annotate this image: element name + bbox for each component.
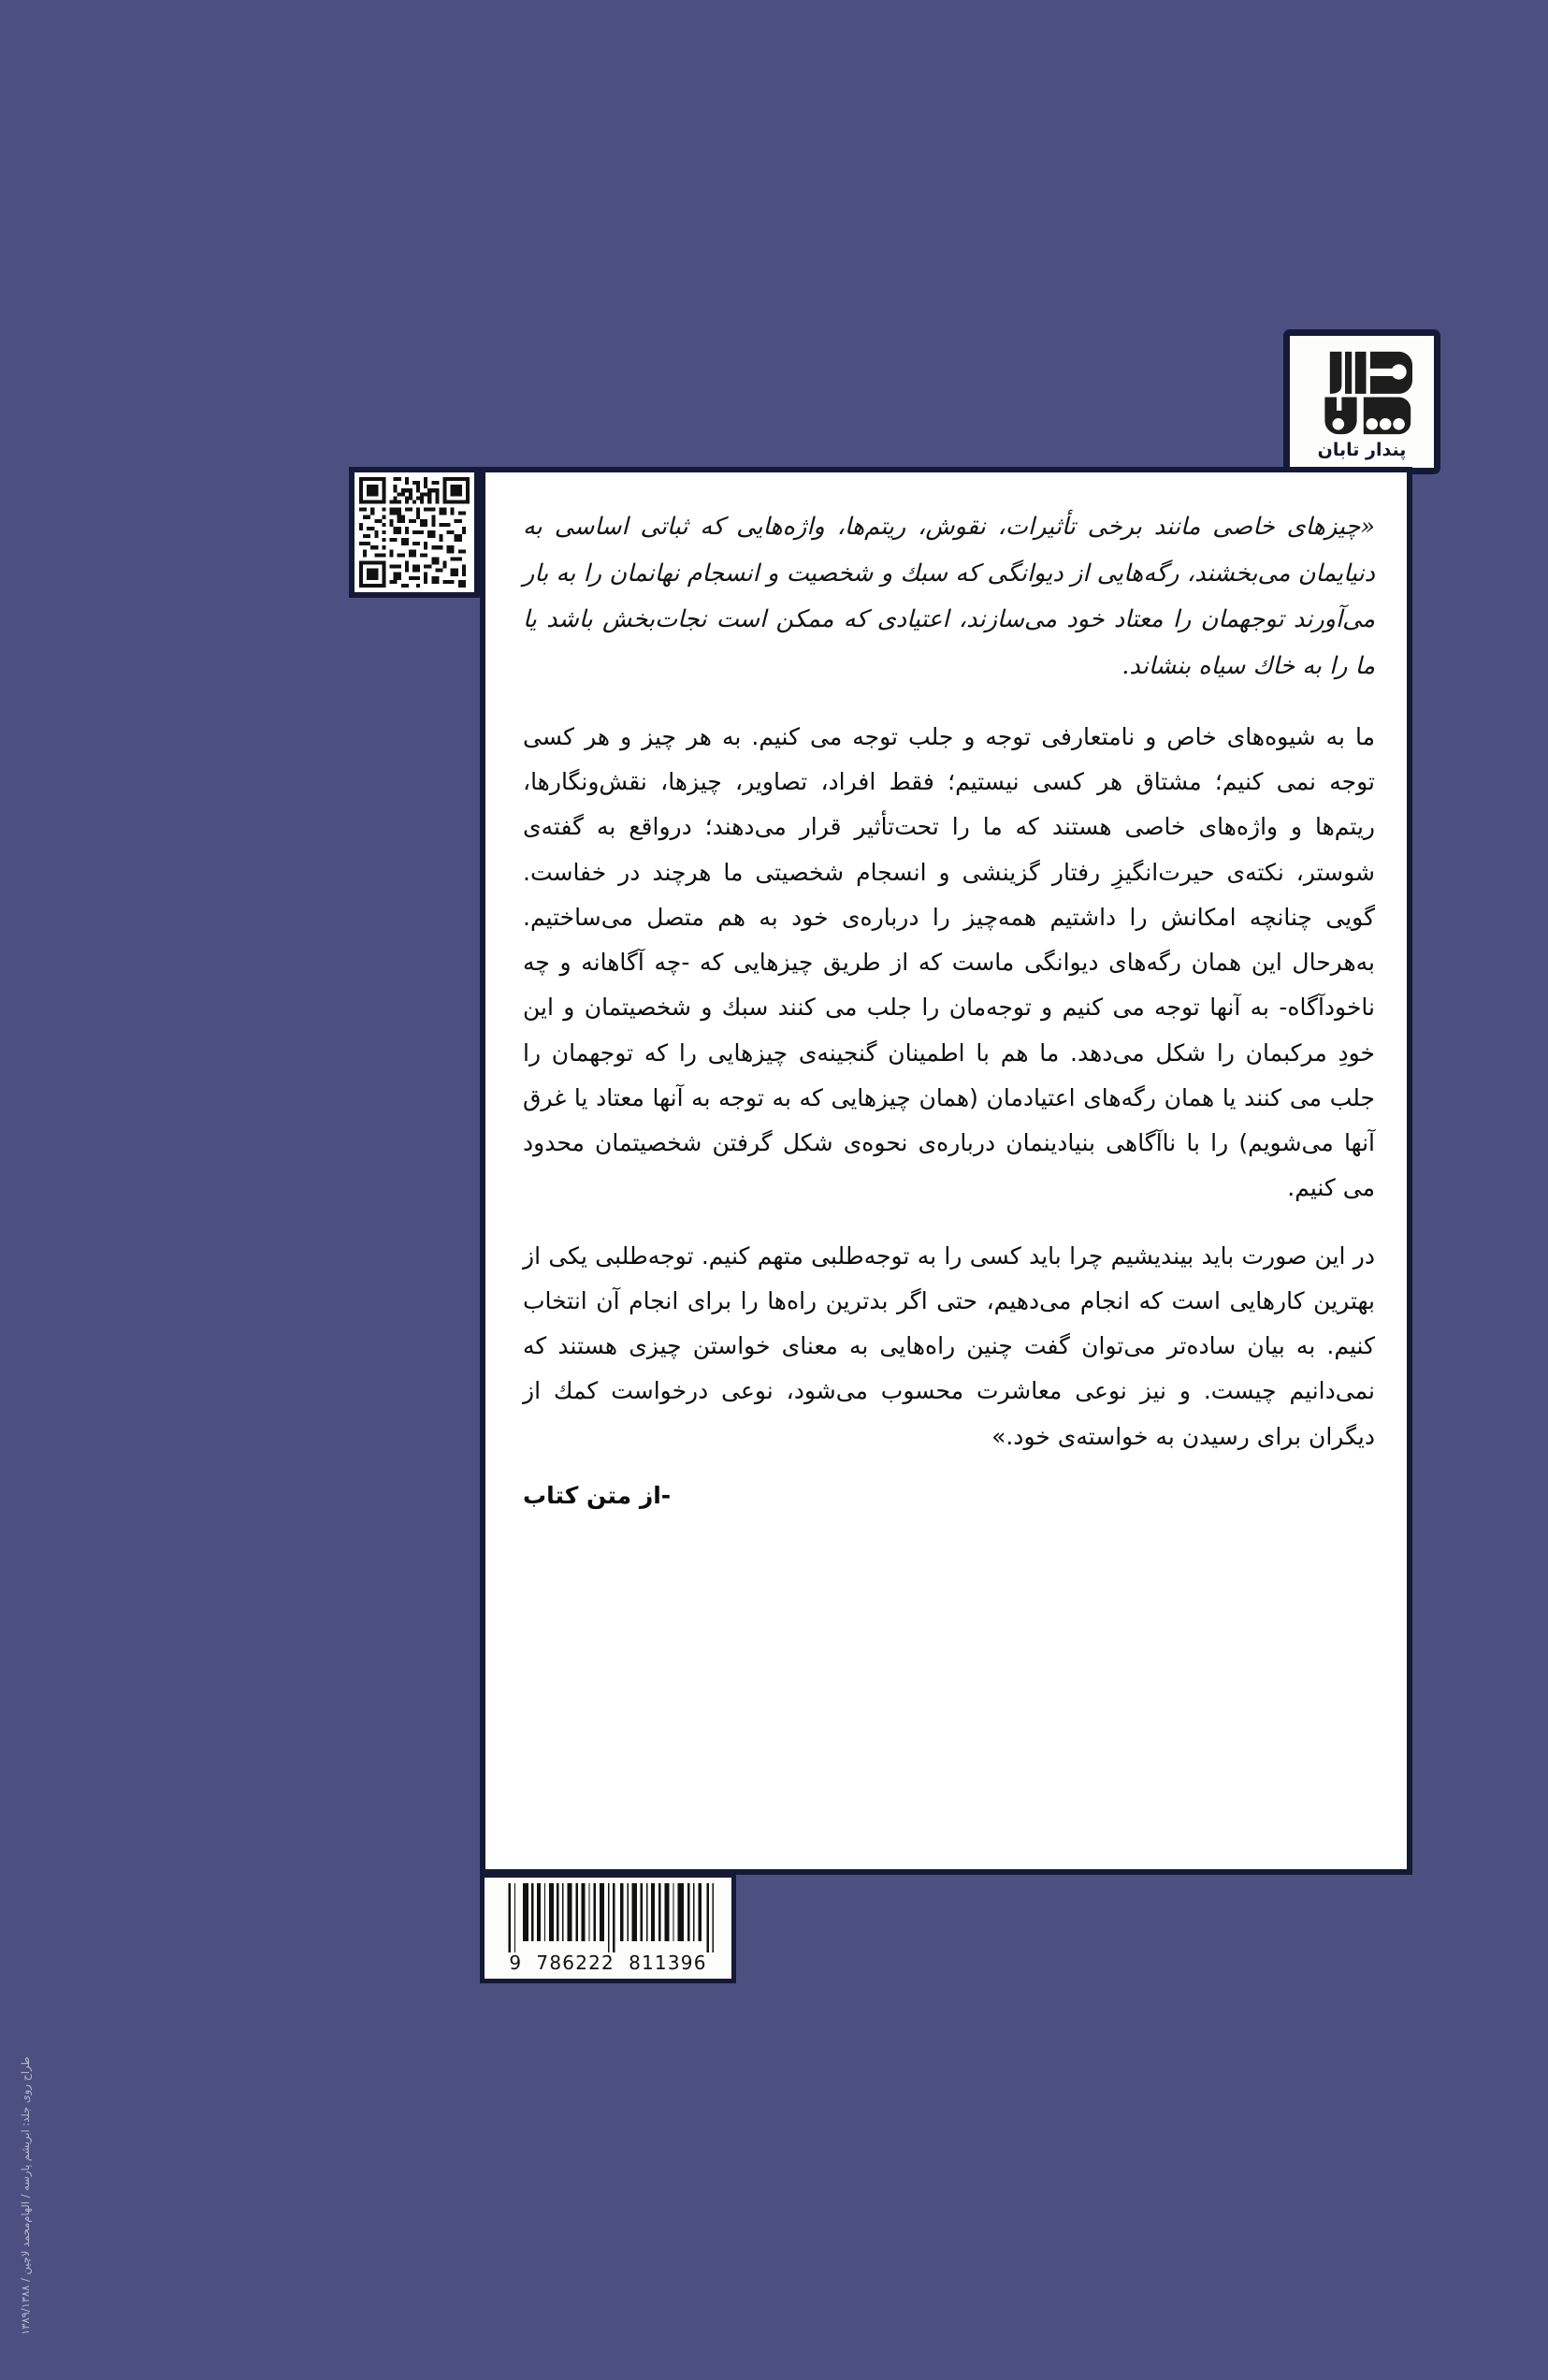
isbn-digits: 9 786222 811396	[509, 1952, 707, 1974]
body-paragraph-2: در این صورت باید بیندیشیم چرا باید کسی را به توجه‌طلبی متهم کنیم. توجه‌طلبی یکی از بهترین کارهایی است که انجام می‌دهیم، حتی اگر بدترین راه‌ها را برای انجام آن انتخاب کنیم. به بیان ساده‌تر می‌توان گفت چنین راه‌هایی به معنای خواستن چیزی هستند که نمی‌دانیم چیست. و نیز نوعی معاشرت محسوب می‌شود، نوعی درخواست کمك از دیگران برای رسیدن به خواسته‌ی خود.»	[523, 1241, 1375, 1450]
body-paragraph-1: ما به شیوه‌های خاص و نامتعارفی توجه و جلب توجه می کنیم. به هر چیز و هر کسی توجه نمی کنیم؛ مشتاق هر کسی نیستیم؛ فقط افراد، تصاویر، چیزها، نقش‌ونگارها، ریتم‌ها و واژه‌های خاصی هستند که ما را تحت‌تأثیر قرار می‌دهند؛ درواقع به گفته‌ی شوستر، نکته‌ی حیرت‌انگیزِ رفتار گزینشی و انسجام شخصیتی ما هرچند در خفاست. گویی چنانچه امکانش را داشتیم همه‌چیز را درباره‌ی خود به هم متصل می‌ساختیم. به‌هرحال این همان رگه‌های دیوانگی ماست که از طریق چیزهایی که -چه آگاهانه و چه ناخودآگاه- به آنها توجه می کنیم و توجه‌مان را جلب می کنند سبك و شخصیتمان و این خودِ مرکبمان را شکل می‌دهد. ما هم با اطمینان گنجینه‌ی چیزهایی را که توجهمان را جلب می کنند یا همان رگه‌های اعتیادمان (همان چیزهایی که به توجه به آنها معتاد یا غرق آنها می‌شویم) را با ناآگاهی بنیادینمان درباره‌ی نحوه‌ی شکل گرفتن شخصیتمان محدود می کنیم.	[523, 722, 1375, 1202]
qr-code[interactable]	[349, 467, 480, 598]
back-cover-text-panel	[480, 467, 1412, 1875]
isbn-barcode-box	[480, 1873, 736, 1983]
quote-attribution: -از متن کتاب	[523, 1481, 672, 1509]
publisher-name: پندار تابان	[1317, 439, 1407, 460]
pull-quote: «چیزهای خاصی مانند برخی تأثیرات، نقوش، ریتم‌ها، واژه‌هایی که ثباتی اساسی به دنیایمان می‌بخشند، رگه‌هایی از دیوانگی که سبك و شخصیت و انسجام نهانمان را به بار می‌آورند توجهمان را معتاد خود می‌سازند، اعتیادی که ممکن است نجات‌بخش باشد یا ما را به خاك سیاه بنشاند.	[523, 513, 1375, 681]
cover-credits: طراح روی جلد: ابریشم پارسه / الهام‌محمد لاچین / ۱۳۸۹/۱۳۸۸	[19, 2056, 32, 2335]
qr-code-icon	[359, 477, 470, 588]
publisher-logo-box	[1283, 329, 1440, 474]
barcode-icon	[494, 1883, 722, 1952]
pendar-taban-logo-icon	[1311, 348, 1412, 438]
